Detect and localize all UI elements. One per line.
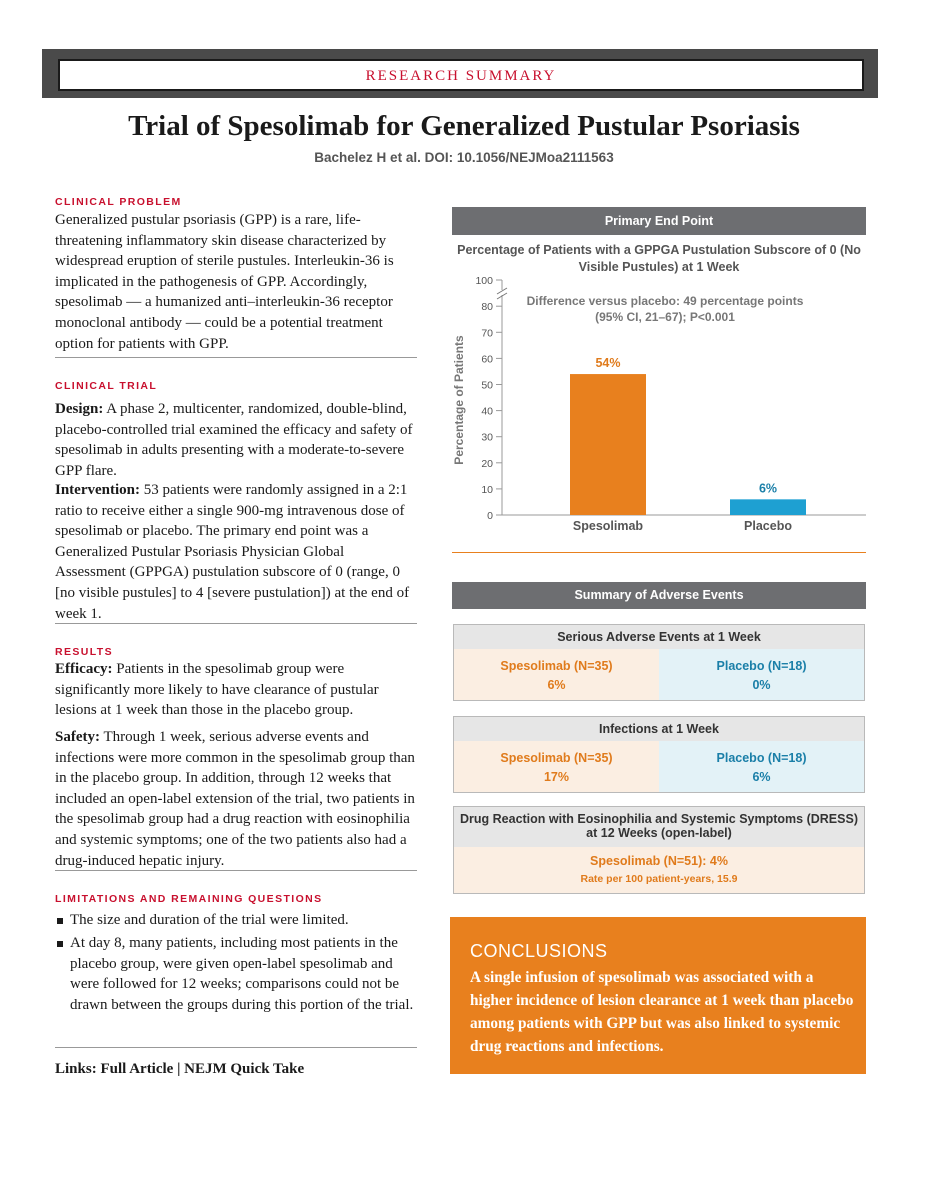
serious-ae-placebo: Placebo (N=18) 0% (659, 649, 864, 700)
y-tick-label: 70 (481, 327, 493, 340)
intervention-paragraph (55, 480, 417, 624)
design-label: Design: (55, 401, 104, 417)
intervention-label: Intervention: (55, 482, 140, 498)
limitation-item: The size and duration of the trial were limited. (55, 910, 417, 931)
infections-placebo: Placebo (N=18) 6% (659, 741, 864, 792)
serious-ae-spesolimab: Spesolimab (N=35) 6% (454, 649, 659, 700)
dress-title: Drug Reaction with Eosinophilia and Systemic Symptoms (DRESS) at 12 Weeks (open-label) (454, 807, 864, 847)
clinical-problem-text: Generalized pustular psoriasis (GPP) is a rare, life-threatening inflammatory skin disease characterized by widespread eruption of sterile pustules. Interleukin-36 is implicated in the pathogenesis of GPP. Accordingly, spesolimab — a humanized anti–interleukin-36 receptor monoclonal antibody — could be a potential treatment option for patients with GPP. (55, 212, 394, 352)
efficacy-label: Efficacy: (55, 661, 113, 677)
infections-title: Infections at 1 Week (454, 717, 864, 741)
dress-box (453, 806, 865, 894)
y-tick-label: 50 (481, 379, 493, 392)
bar-placebo (730, 499, 806, 515)
banner-label: RESEARCH SUMMARY (365, 68, 557, 84)
y-tick-label: 40 (481, 405, 493, 418)
y-tick-label: 100 (475, 275, 493, 287)
design-paragraph (55, 399, 417, 481)
chart-annotation-line2: (95% CI, 21–67); P<0.001 (595, 310, 735, 324)
y-axis-label: Percentage of Patients (452, 335, 466, 465)
y-tick-label: 60 (481, 353, 493, 366)
safety-paragraph (55, 727, 417, 871)
conclusions-heading: CONCLUSIONS (470, 941, 608, 961)
safety-text: Through 1 week, serious adverse events and infections were more common in the spesolimab group than in the placebo group. In addition, through 12 weeks that included an open-label extension of the trial, two patients in the spesolimab group had a drug reaction with eosinophilia and systemic symptoms; one of the two patients also had a drug-induced hepatic injury. (55, 729, 415, 869)
x-category-label: Spesolimab (572, 519, 644, 533)
infections-box (453, 716, 865, 793)
links[interactable]: Links: Full Article | NEJM Quick Take (55, 1061, 305, 1077)
bar-value-label: 54% (595, 356, 621, 371)
y-tick-label: 80 (481, 301, 493, 314)
divider (55, 870, 417, 871)
efficacy-paragraph (55, 659, 417, 721)
divider (55, 1047, 417, 1048)
conclusions-text: A single infusion of spesolimab was associated with a higher incidence of lesion clearance at 1 week than placebo among patients with GPP but was also linked to systemic drug reactions and infections. (470, 969, 854, 1055)
page-title: Trial of Spesolimab for Generalized Pustular Psoriasis (128, 110, 800, 142)
conclusions-box (450, 917, 866, 1074)
adverse-events-header: Summary of Adverse Events (452, 582, 866, 609)
bullet-icon (57, 918, 63, 924)
banner (58, 59, 864, 91)
x-category-label: Placebo (744, 519, 792, 533)
chart-divider (452, 552, 866, 553)
axis-break-gap (498, 290, 506, 295)
primary-end-point-header: Primary End Point (452, 207, 866, 235)
efficacy-text: Patients in the spesolimab group were significantly more likely to have clearance of pustular lesions at 1 week than those in the placebo group. (55, 661, 379, 719)
divider (55, 623, 417, 624)
y-tick-label: 10 (481, 483, 493, 496)
clinical-trial-heading: CLINICAL TRIAL (55, 380, 158, 392)
bar-value-label: 6% (758, 481, 778, 496)
bullet-icon (57, 941, 63, 947)
intervention-text: 53 patients were randomly assigned in a 2:1 ratio to receive either a single 900-mg intravenous dose of spesolimab or placebo. The primary end point was a Generalized Pustular Psoriasis Physician Global Assessment (GPPGA) pustulation subscore of 0 (range, 0 [no visible pustules] to 4 [severe pustulation]) at the end of week 1. (55, 482, 410, 622)
limitations-heading: LIMITATIONS AND REMAINING QUESTIONS (55, 893, 323, 905)
infections-spesolimab: Spesolimab (N=35) 17% (454, 741, 659, 792)
clinical-problem-heading: CLINICAL PROBLEM (55, 196, 182, 208)
bar-spesolimab (570, 374, 646, 515)
safety-label: Safety: (55, 729, 100, 745)
results-heading: RESULTS (55, 646, 114, 658)
limitation-item: At day 8, many patients, including most patients in the placebo group, were given open-label spesolimab and were followed for 12 weeks; comparisons could not be drawn between the groups during this portion of the trial. (55, 933, 417, 1015)
citation[interactable]: Bachelez H et al. DOI: 10.1056/NEJMoa2111563 (314, 150, 614, 165)
axis-break-mark (497, 293, 507, 299)
axis-break-mark (497, 288, 507, 294)
chart-annotation-line1: Difference versus placebo: 49 percentage points (526, 294, 804, 308)
serious-ae-box (453, 624, 865, 701)
dress-spesolimab: Spesolimab (N=51): 4% Rate per 100 patient-years, 15.9 (454, 847, 864, 893)
divider (55, 357, 417, 358)
serious-ae-title: Serious Adverse Events at 1 Week (454, 625, 864, 649)
design-text: A phase 2, multicenter, randomized, double-blind, placebo-controlled trial examined the efficacy and safety of spesolimab in adults presenting with a moderate-to-severe GPP flare. (55, 401, 413, 479)
y-tick-label: 30 (481, 431, 493, 444)
y-tick-label: 20 (481, 457, 493, 470)
y-tick-label: 0 (487, 510, 493, 522)
chart-title: Percentage of Patients with a GPPGA Pustulation Subscore of 0 (No Visible Pustules) at 1 Week (457, 243, 861, 274)
